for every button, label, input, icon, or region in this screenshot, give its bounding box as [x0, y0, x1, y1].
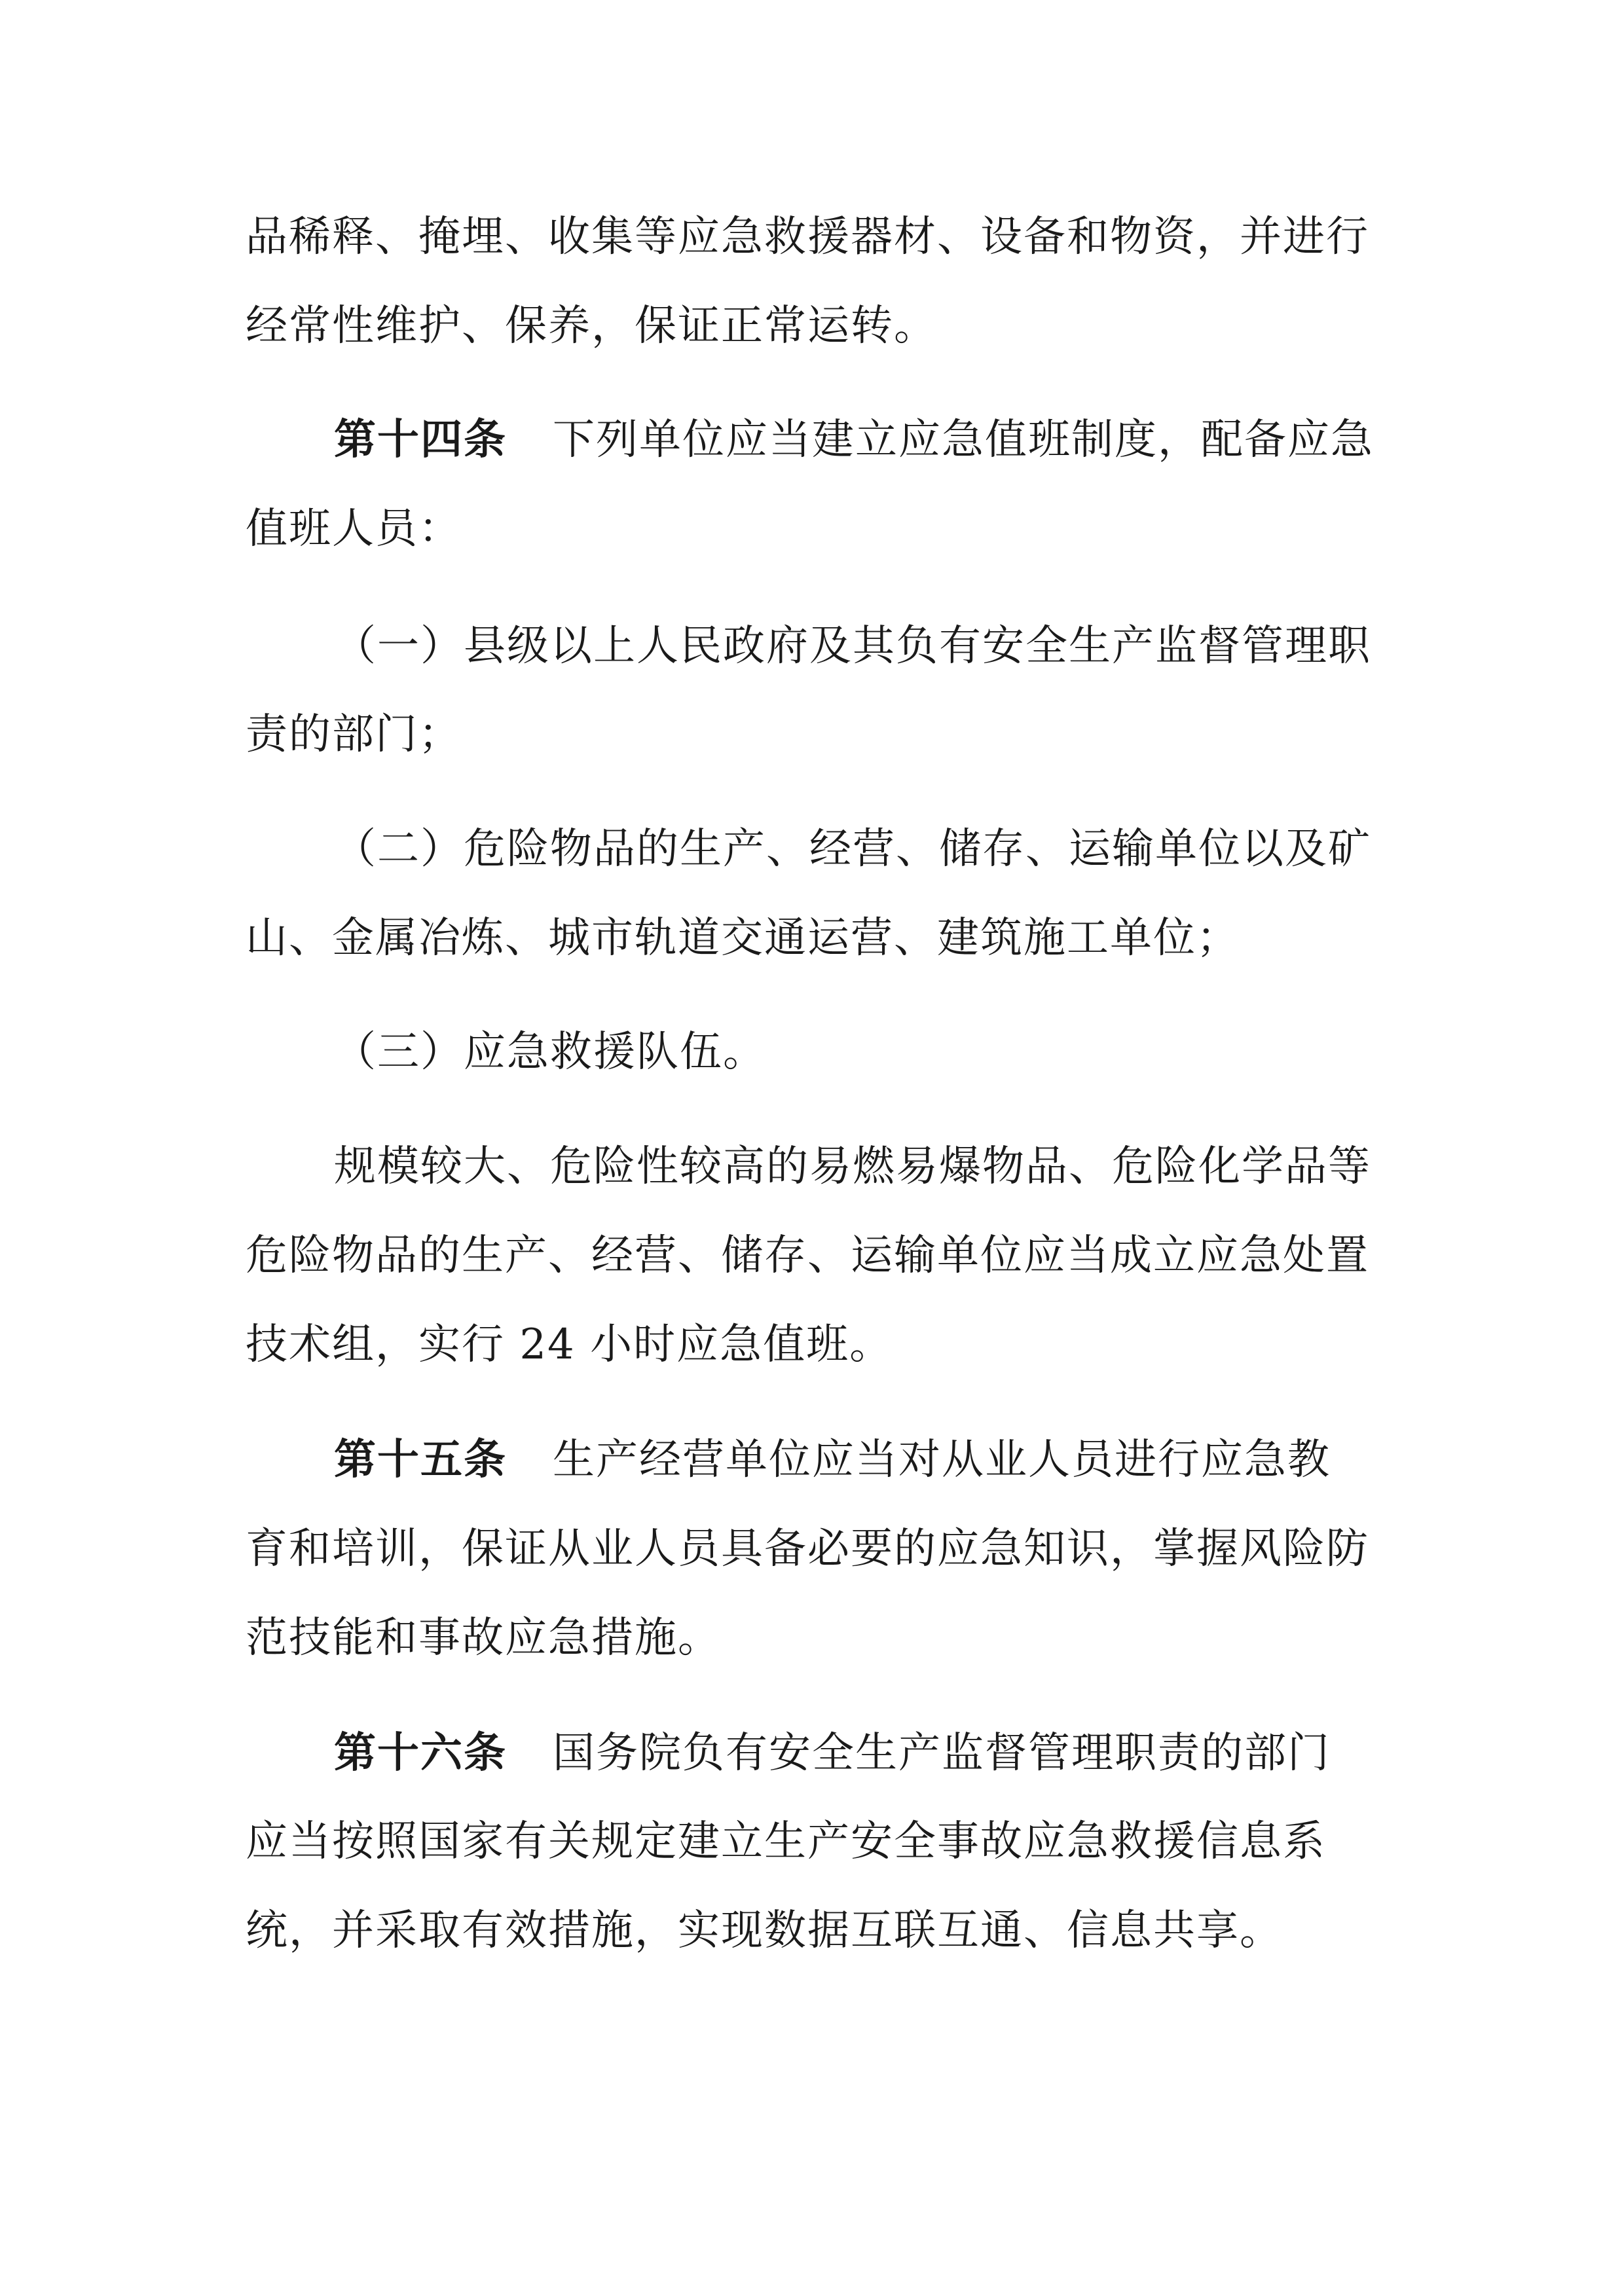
text-line: 应当按照国家有关规定建立生产安全事故应急救援信息系: [246, 1817, 1326, 1866]
article-16-heading: 第十六条: [334, 1728, 507, 1777]
article-14-line-1: [334, 415, 1374, 464]
text-line: 经常性维护、保养，保证正常运转。: [246, 302, 937, 350]
text-line: 责的部门；: [246, 710, 462, 759]
article-14-heading: 第十四条: [334, 415, 507, 464]
text-line: 统，并采取有效措施，实现数据互联互通、信息共享。: [246, 1906, 1283, 1955]
article-16-line-1: [334, 1728, 1331, 1777]
paragraph-line: 规模较大、危险性较高的易燃易爆物品、危险化学品等: [334, 1142, 1371, 1191]
article-15-text: 生产经营单位应当对从业人员进行应急教: [553, 1436, 1331, 1484]
text-line: 山、金属冶炼、城市轨道交通运营、建筑施工单位；: [246, 914, 1240, 962]
list-item-3: （三）应急救援队伍。: [334, 1028, 766, 1076]
article-16-text: 国务院负有安全生产监督管理职责的部门: [553, 1729, 1331, 1777]
article-15-heading: 第十五条: [334, 1435, 507, 1484]
text-line: 技术组，实行 24 小时应急值班。: [246, 1321, 893, 1369]
text-line: 育和培训，保证从业人员具备必要的应急知识，掌握风险防: [246, 1525, 1369, 1573]
text-line: 危险物品的生产、经营、储存、运输单位应当成立应急处置: [246, 1231, 1369, 1280]
text-line: 值班人员：: [246, 505, 462, 553]
list-item-2: （二）危险物品的生产、经营、储存、运输单位以及矿: [334, 825, 1371, 873]
text-line: 品稀释、掩埋、收集等应急救援器材、设备和物资，并进行: [246, 213, 1369, 261]
article-15-line-1: [334, 1435, 1331, 1484]
list-item-1: （一）县级以上人民政府及其负有安全生产监督管理职: [334, 622, 1371, 670]
text-line: 范技能和事故应急措施。: [246, 1614, 721, 1662]
article-14-text: 下列单位应当建立应急值班制度，配备应急: [553, 416, 1374, 464]
